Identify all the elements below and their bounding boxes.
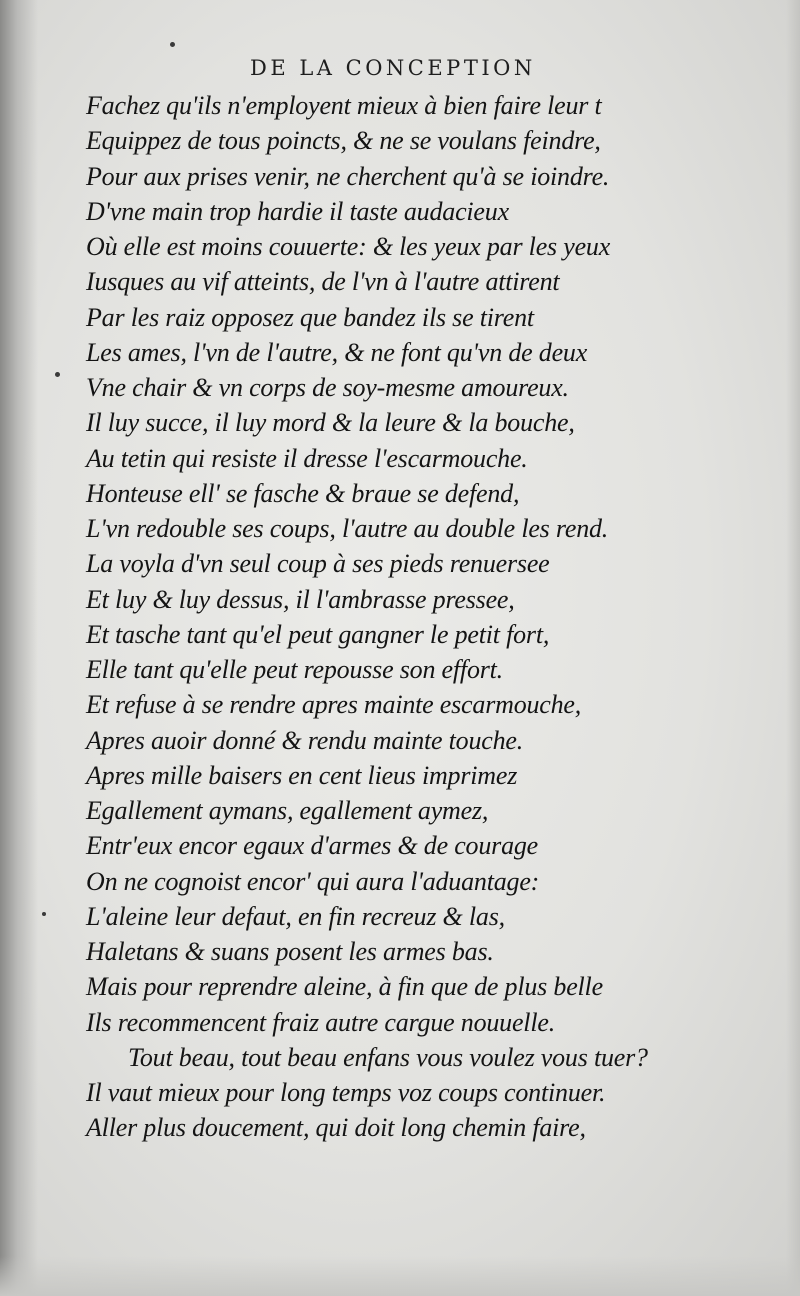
verse-line: Il vaut mieux pour long temps voz coups continuer.	[86, 1078, 606, 1107]
verse-line: Par les raiz opposez que bandez ils se tirent	[86, 302, 534, 332]
verse-line: Apres auoir donné & rendu mainte touche.	[86, 725, 524, 755]
verse-line: Iusques au vif atteints, de l'vn à l'autre attirent	[86, 267, 560, 297]
verse-line: Haletans & suans posent les armes bas.	[86, 937, 494, 966]
verse-line: Au tetin qui resiste il dresse l'escarmouche.	[86, 443, 528, 473]
verse-line: Elle tant qu'elle peut repousse son effort.	[86, 655, 503, 684]
ink-speck	[42, 912, 46, 916]
verse-line: Equippez de tous poincts, & ne se voulans feindre,	[86, 126, 601, 156]
verse-line: Tout beau, tout beau enfans vous voulez vous tuer?	[128, 1042, 648, 1072]
verse-line: Et refuse à se rendre apres mainte escarmouche,	[86, 690, 582, 720]
gutter-shadow	[0, 0, 38, 1296]
verse-line: D'vne main trop hardie il taste audacieux	[86, 196, 509, 226]
page-edge-bottom	[0, 1256, 800, 1296]
verse-line: Aller plus doucement, qui doit long chemin faire,	[86, 1113, 586, 1143]
verse-line: La voyla d'vn seul coup à ses pieds renuersee	[86, 549, 550, 579]
verse-line: Fachez qu'ils n'employent mieux à bien faire leur t	[86, 91, 602, 120]
running-head: DE LA CONCEPTION	[250, 56, 536, 80]
verse-line: Mais pour reprendre aleine, à fin que de plus belle	[86, 972, 603, 1002]
verse-line: Il luy succe, il luy mord & la leure & la bouche,	[86, 408, 575, 438]
verse-line: Les ames, l'vn de l'autre, & ne font qu'vn de deux	[86, 337, 588, 367]
verse-line: Et luy & luy dessus, il l'ambrasse pressee,	[86, 584, 515, 614]
verse-line: Apres mille baisers en cent lieus imprimez	[86, 760, 518, 790]
verse-line: Vne chair & vn corps de soy-mesme amoureux.	[86, 373, 569, 402]
verse-line: Honteuse ell' se fasche & braue se defend,	[86, 478, 520, 508]
verse-line: L'aleine leur defaut, en fin recreuz & las,	[86, 901, 505, 931]
verse-line: Entr'eux encor egaux d'armes & de courage	[86, 831, 539, 861]
ink-speck	[55, 372, 60, 377]
verse-line: Pour aux prises venir, ne cherchent qu'à se ioindre.	[86, 161, 610, 191]
verse-line: Et tasche tant qu'el peut gangner le petit fort,	[86, 619, 550, 649]
ink-speck	[170, 42, 175, 47]
poem-body	[86, 88, 800, 1146]
verse-line: On ne cognoist encor' qui aura l'aduantage:	[86, 866, 540, 896]
verse-line: L'vn redouble ses coups, l'autre au double les rend.	[86, 514, 609, 543]
verse-line: Egallement aymans, egallement aymez,	[86, 796, 489, 825]
verse-line: Ils recommencent fraiz autre cargue nouuelle.	[86, 1007, 555, 1037]
verse-line: Où elle est moins couuerte: & les yeux par les yeux	[86, 232, 611, 261]
